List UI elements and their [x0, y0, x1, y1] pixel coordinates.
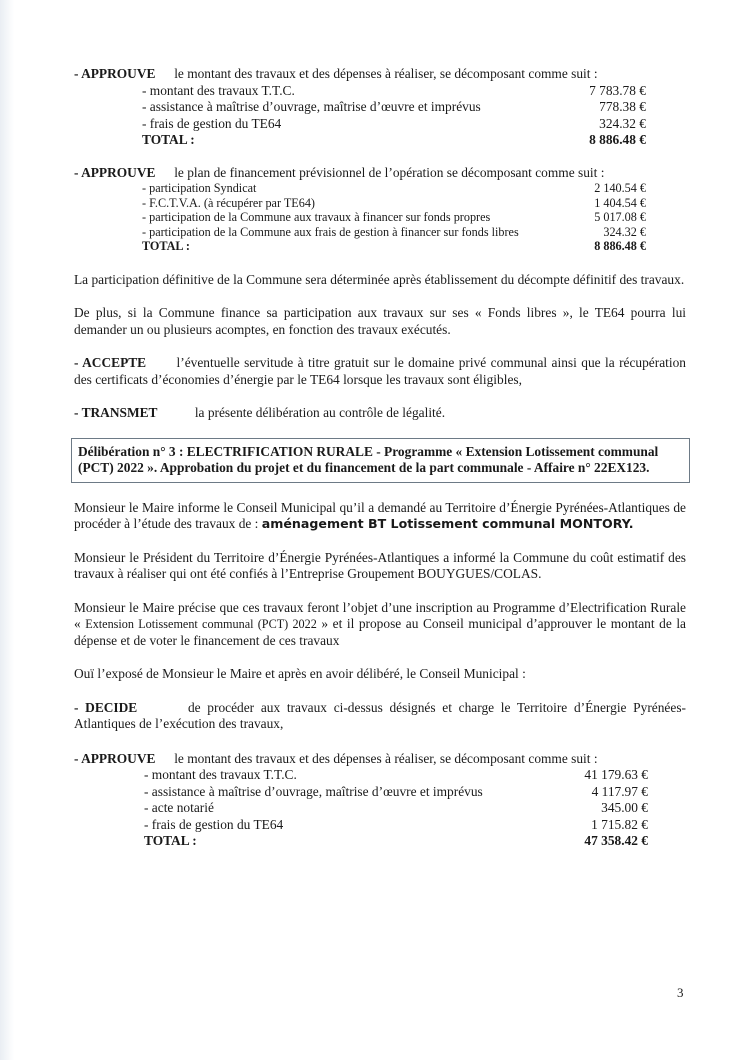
total-row [142, 132, 646, 149]
row-label: - frais de gestion du TE64 [142, 115, 282, 131]
row-value: 7 783.78 € [589, 82, 646, 98]
row-label: - participation Syndicat [142, 181, 257, 195]
table-row [142, 83, 646, 100]
financing-table [142, 181, 646, 254]
approve-line [74, 751, 686, 768]
decide-paragraph [74, 700, 686, 733]
amount-table-2 [144, 767, 648, 850]
row-value: 324.32 € [599, 115, 646, 131]
row-value: 778.38 € [599, 99, 646, 114]
document-body [74, 66, 686, 850]
deliberation-title: Délibération n° 3 : ELECTRIFICATION RURALE - Programme « Extension Lotissement communal (PCT) 2022 ». Approbation du projet et du financement de la part communale - Affaire n° 22EX123. [78, 443, 659, 475]
row-label: - F.C.T.V.A. (à récupérer par TE64) [142, 195, 315, 210]
row-label: - assistance à maîtrise d’ouvrage, maîtrise d’œuvre et imprévus [142, 99, 481, 114]
row-value: 1 404.54 € [594, 195, 646, 210]
president-paragraph: Monsieur le Président du Territoire d’Énergie Pyrénées-Atlantiques a informé la Commune du coût estimatif des travaux à réaliser qui ont été confiés à l’Entreprise Groupement BOUYGUES/COLAS. [74, 549, 686, 582]
approve-text: le montant des travaux et des dépenses à réaliser, se décomposant comme suit : [174, 66, 598, 81]
table-row [144, 767, 648, 784]
total-value: 8 886.48 € [594, 239, 646, 254]
row-value: 41 179.63 € [584, 767, 648, 783]
total-label: TOTAL : [142, 132, 195, 147]
amount-table [142, 83, 646, 149]
table-row [142, 196, 646, 211]
approve-keyword: - APPROUVE [74, 164, 156, 180]
oui-paragraph: Ouï l’exposé de Monsieur le Maire et après en avoir délibéré, le Conseil Municipal : [74, 666, 526, 682]
table-row [142, 99, 646, 116]
precise-text-start: Monsieur le Maire précise que ces travaux feront l’objet d’une inscription au Programme d’Electrification Rurale « [74, 599, 686, 632]
maire-informe-paragraph [74, 500, 686, 533]
table-row [142, 181, 646, 196]
row-value: 1 715.82 € [591, 816, 648, 832]
row-label: - participation de la Commune aux frais de gestion à financer sur fonds libres [142, 224, 519, 239]
transmet-paragraph [74, 405, 686, 422]
approve-text: le montant des travaux et des dépenses à réaliser, se décomposant comme suit : [174, 750, 598, 766]
total-row [144, 833, 648, 850]
row-value: 324.32 € [603, 224, 646, 239]
table-row [144, 784, 648, 801]
decide-text: de procéder aux travaux ci-dessus désignés et charge le Territoire d’Énergie Pyrénées-Atlantiques de l’exécution des travaux, [74, 699, 686, 732]
maire-informe-text: Monsieur le Maire informe le Conseil Municipal qu’il a demandé au Territoire d’Énergie Pyrénées-Atlantiques de procéder à l’étude des travaux de : [74, 499, 686, 532]
total-value: 47 358.42 € [584, 833, 648, 849]
total-label: TOTAL : [142, 239, 190, 254]
approve-amount-section [74, 66, 686, 149]
participation-paragraph: La participation définitive de la Commune sera déterminée après établissement du décompte définitif des travaux. [74, 271, 685, 287]
accepte-keyword: - ACCEPTE [74, 355, 147, 371]
deliberation-title-box [71, 438, 690, 483]
row-label: - frais de gestion du TE64 [144, 816, 284, 832]
row-label: - montant des travaux T.T.C. [144, 767, 297, 783]
precise-text-end: » et il propose au Conseil municipal d’approuver le montant de la dépense et de voter le financement de ces travaux [74, 616, 686, 648]
total-value: 8 886.48 € [589, 132, 646, 147]
approve-line [74, 66, 686, 83]
fonds-libres-paragraph: De plus, si la Commune finance sa participation aux travaux sur ses « Fonds libres », le TE64 pourra lui demander un ou plusieurs acomptes, en fonction des travaux exécutés. [74, 305, 686, 337]
table-row [144, 817, 648, 834]
approve-keyword: - APPROUVE [74, 66, 156, 81]
row-label: - acte notarié [144, 800, 214, 816]
row-label: - participation de la Commune aux travaux à financer sur fonds propres [142, 210, 491, 225]
accepte-paragraph [74, 355, 686, 388]
row-value: 2 140.54 € [594, 181, 646, 195]
total-row [142, 239, 646, 254]
approve-amount-section-2 [74, 751, 686, 850]
approve-text: le plan de financement prévisionnel de l’opération se décomposant comme suit : [174, 164, 605, 180]
transmet-text: la présente délibération au contrôle de légalité. [194, 405, 446, 421]
page-number: 3 [677, 985, 684, 1000]
approve-line [74, 165, 686, 182]
accepte-text: l’éventuelle servitude à titre gratuit sur le domaine privé communal ainsi que la récupération des certificats d’économies d’énergie par le TE64 lorsque les travaux sont éligibles, [74, 355, 686, 387]
total-label: TOTAL : [144, 833, 197, 849]
transmet-keyword: - TRANSMET [74, 405, 158, 421]
row-value: 5 017.08 € [594, 210, 646, 225]
project-name: aménagement BT Lotissement communal MONTORY. [261, 516, 634, 532]
page-left-edge [0, 0, 14, 1060]
table-row [142, 116, 646, 133]
approve-keyword: - APPROUVE [74, 750, 156, 766]
row-label: - assistance à maîtrise d’ouvrage, maîtrise d’œuvre et imprévus [144, 783, 483, 799]
approve-financing-section [74, 165, 686, 254]
row-value: 4 117.97 € [591, 783, 648, 799]
table-row [142, 210, 646, 225]
table-row [144, 800, 648, 817]
row-label: - montant des travaux T.T.C. [142, 82, 295, 98]
maire-precise-paragraph [74, 600, 686, 650]
decide-keyword: - DECIDE [74, 699, 138, 715]
row-value: 345.00 € [601, 800, 648, 816]
table-row [142, 225, 646, 240]
programme-name: Extension Lotissement communal (PCT) 2022 [85, 617, 317, 632]
